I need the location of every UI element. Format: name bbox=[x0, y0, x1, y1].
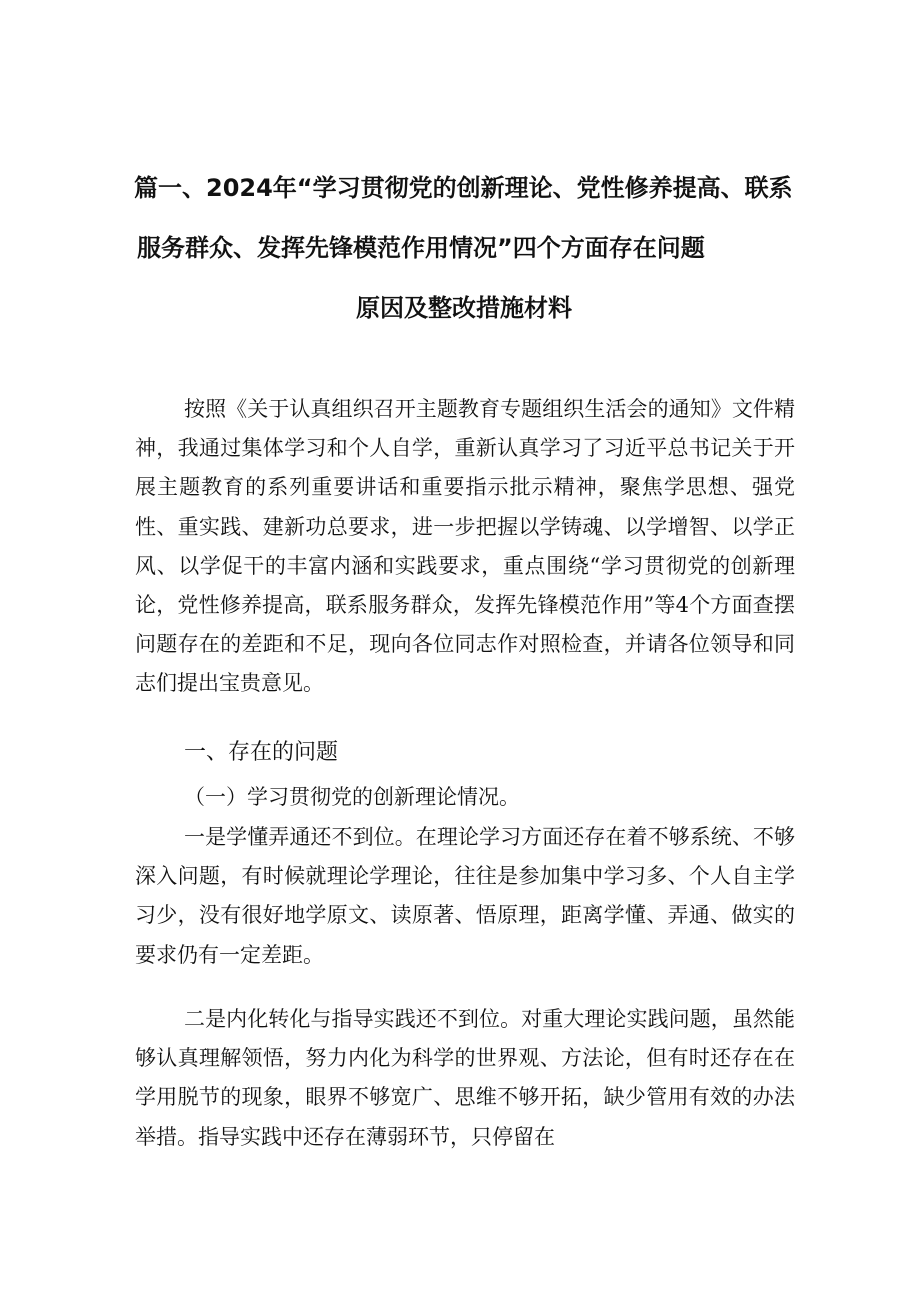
document-title-line-2: 服务群众、发挥先锋模范作用情况”四个方面存在问题 bbox=[137, 234, 705, 262]
section-heading: 一、存在的问题 bbox=[184, 740, 339, 765]
document-title-line-1: 篇一、2024年“学习贯彻党的创新理论、党性修养提高、联系 bbox=[134, 174, 793, 202]
subsection-heading: （一）学习贯彻党的创新理论情况。 bbox=[184, 785, 520, 809]
intro-paragraph: 按照《关于认真组织召开主题教育专题组织生活会的通知》文件精神，我通过集体学习和个人自学，重新认真学习了习近平总书记关于开展主题教育的系列重要讲话和重要指示批示精神，聚焦学思想、强党性、重实践、建新功总要求，进一步把握以学铸魂、以学增智、以学正风、以学促干的丰富内涵和实践要求，重点围绕“学习贯彻党的创新理论，党性修养提高，联系服务群众，发挥先锋模范作用”等4个方面查摆问题存在的差距和不足，现向各位同志作对照检查，并请各位领导和同志们提出宝贵意见。 bbox=[135, 397, 795, 696]
body-paragraph-2: 二是内化转化与指导实践还不到位。对重大理论实践问题，虽然能够认真理解领悟，努力内化为科学的世界观、方法论，但有时还存在在学用脱节的现象，眼界不够宽广、思维不够开拓，缺少管用有效的办法举措。指导实践中还存在薄弱环节，只停留在 bbox=[135, 1007, 795, 1149]
document-title-line-3: 原因及整改措施材料 bbox=[356, 294, 572, 322]
body-paragraph-1: 一是学懂弄通还不到位。在理论学习方面还存在着不够系统、不够深入问题，有时候就理论学理论，往往是参加集中学习多、个人自主学习少，没有很好地学原文、读原著、悟原理，距离学懂、弄通、做实的要求仍有一定差距。 bbox=[135, 825, 795, 967]
